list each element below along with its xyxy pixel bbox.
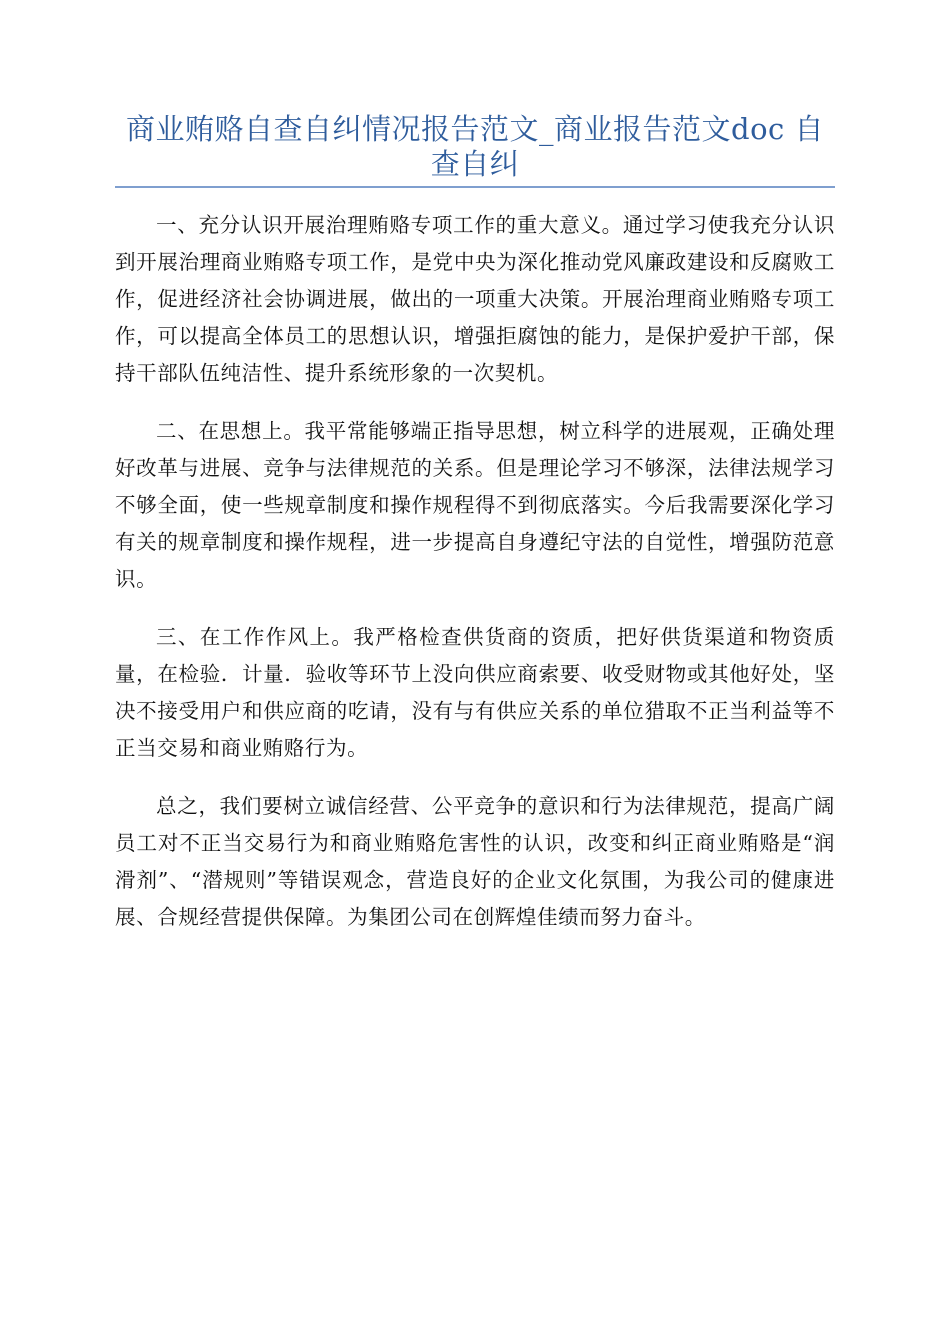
paragraph-1: 一、充分认识开展治理贿赂专项工作的重大意义。通过学习使我充分认识到开展治理商业贿赂专项工作，是党中央为深化推动党风廉政建设和反腐败工作，促进经济社会协调进展，做出的一项重大决策。开展治理商业贿赂专项工作，可以提高全体员工的思想认识，增强拒腐蚀的能力，是保护爱护干部，保持干部队伍纯洁性、提升系统形象的一次契机。 [115,213,835,385]
document-body [115,207,835,957]
paragraph-3: 三、在工作作风上。我严格检查供货商的资质，把好供货渠道和物资质量，在检验．计量．验收等环节上没向供应商索要、收受财物或其他好处，坚决不接受用户和供应商的吃请，没有与有供应关系的单位猎取不正当利益等不正当交易和商业贿赂行为。 [115,625,835,760]
paragraph-4: 总之，我们要树立诚信经营、公平竞争的意识和行为法律规范，提高广阔员工对不正当交易行为和商业贿赂危害性的认识，改变和纠正商业贿赂是“润滑剂”、“潜规则”等错误观念，营造良好的企业文化氛围，为我公司的健康进展、合规经营提供保障。为集团公司在创辉煌佳绩而努力奋斗。 [115,794,835,929]
document-title: 商业贿赂自查自纠情况报告范文_商业报告范文doc 自查自纠 [126,112,824,181]
paragraph-2: 二、在思想上。我平常能够端正指导思想，树立科学的进展观，正确处理好改革与进展、竞争与法律规范的关系。但是理论学习不够深，法律法规学习不够全面，使一些规章制度和操作规程得不到彻底落实。今后我需要深化学习有关的规章制度和操作规程，进一步提高自身遵纪守法的自觉性，增强防范意识。 [115,419,835,591]
title-block [115,112,835,188]
